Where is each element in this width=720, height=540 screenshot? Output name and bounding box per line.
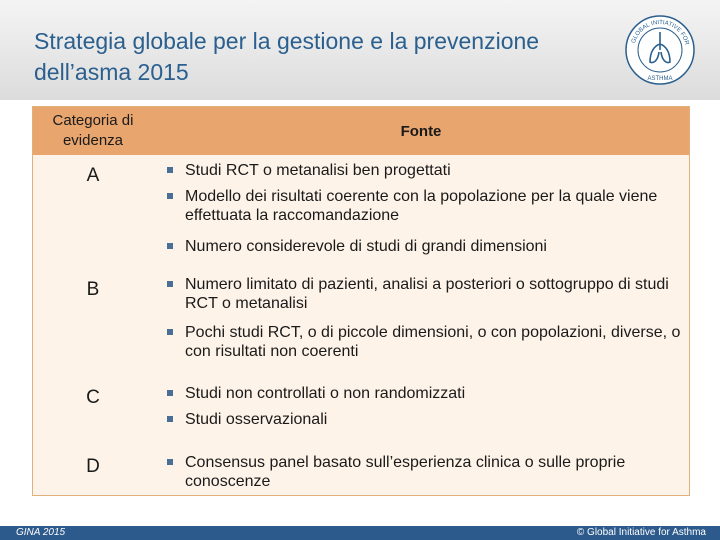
category-d: D — [86, 456, 100, 477]
evidence-table — [32, 106, 690, 496]
list-item: Studi osservazionali — [151, 410, 681, 429]
table-header — [33, 107, 689, 155]
list-item: Consensus panel basato sull’esperienza clinica o sulle proprie conoscenze — [151, 453, 681, 491]
header-category: Categoria di evidenza — [52, 112, 134, 149]
list-item: Studi RCT o metanalisi ben progettati — [151, 161, 681, 180]
list-item: Numero limitato di pazienti, analisi a posteriori o sottogruppo di studi RCT o metanalisi — [151, 275, 681, 313]
bullet-icon — [167, 390, 173, 396]
list-item: Studi non controllati o non randomizzati — [151, 384, 681, 403]
list-item: Modello dei risultati coerente con la popolazione per la quale viene effettuata la raccomandazione — [151, 187, 681, 225]
footer-left-text: GINA 2015 — [16, 527, 66, 538]
gina-logo — [624, 14, 696, 86]
category-b: B — [86, 279, 100, 300]
list-item: Numero considerevole di studi di grandi dimensioni — [151, 237, 681, 256]
bullet-icon — [167, 281, 173, 287]
svg-text:ASTHMA: ASTHMA — [647, 76, 673, 82]
footer-copyright: © Global Initiative for Asthma — [576, 527, 706, 538]
slide-title: Strategia globale per la gestione e la prevenzione dell’asma 2015 — [34, 28, 540, 85]
bullet-icon — [167, 459, 173, 465]
bullet-icon — [167, 167, 173, 173]
bullet-icon — [167, 243, 173, 249]
category-a: A — [86, 165, 100, 186]
list-item: Pochi studi RCT, o di piccole dimensioni, o con popolazioni, diverse, o con risultati non coerenti — [151, 323, 681, 361]
header-source: Fonte — [400, 122, 442, 140]
category-c: C — [86, 387, 100, 408]
bullet-icon — [167, 193, 173, 199]
svg-text:GLOBAL INITIATIVE FOR: GLOBAL INITIATIVE FOR — [630, 19, 690, 46]
bullet-icon — [167, 416, 173, 422]
bullet-icon — [167, 329, 173, 335]
